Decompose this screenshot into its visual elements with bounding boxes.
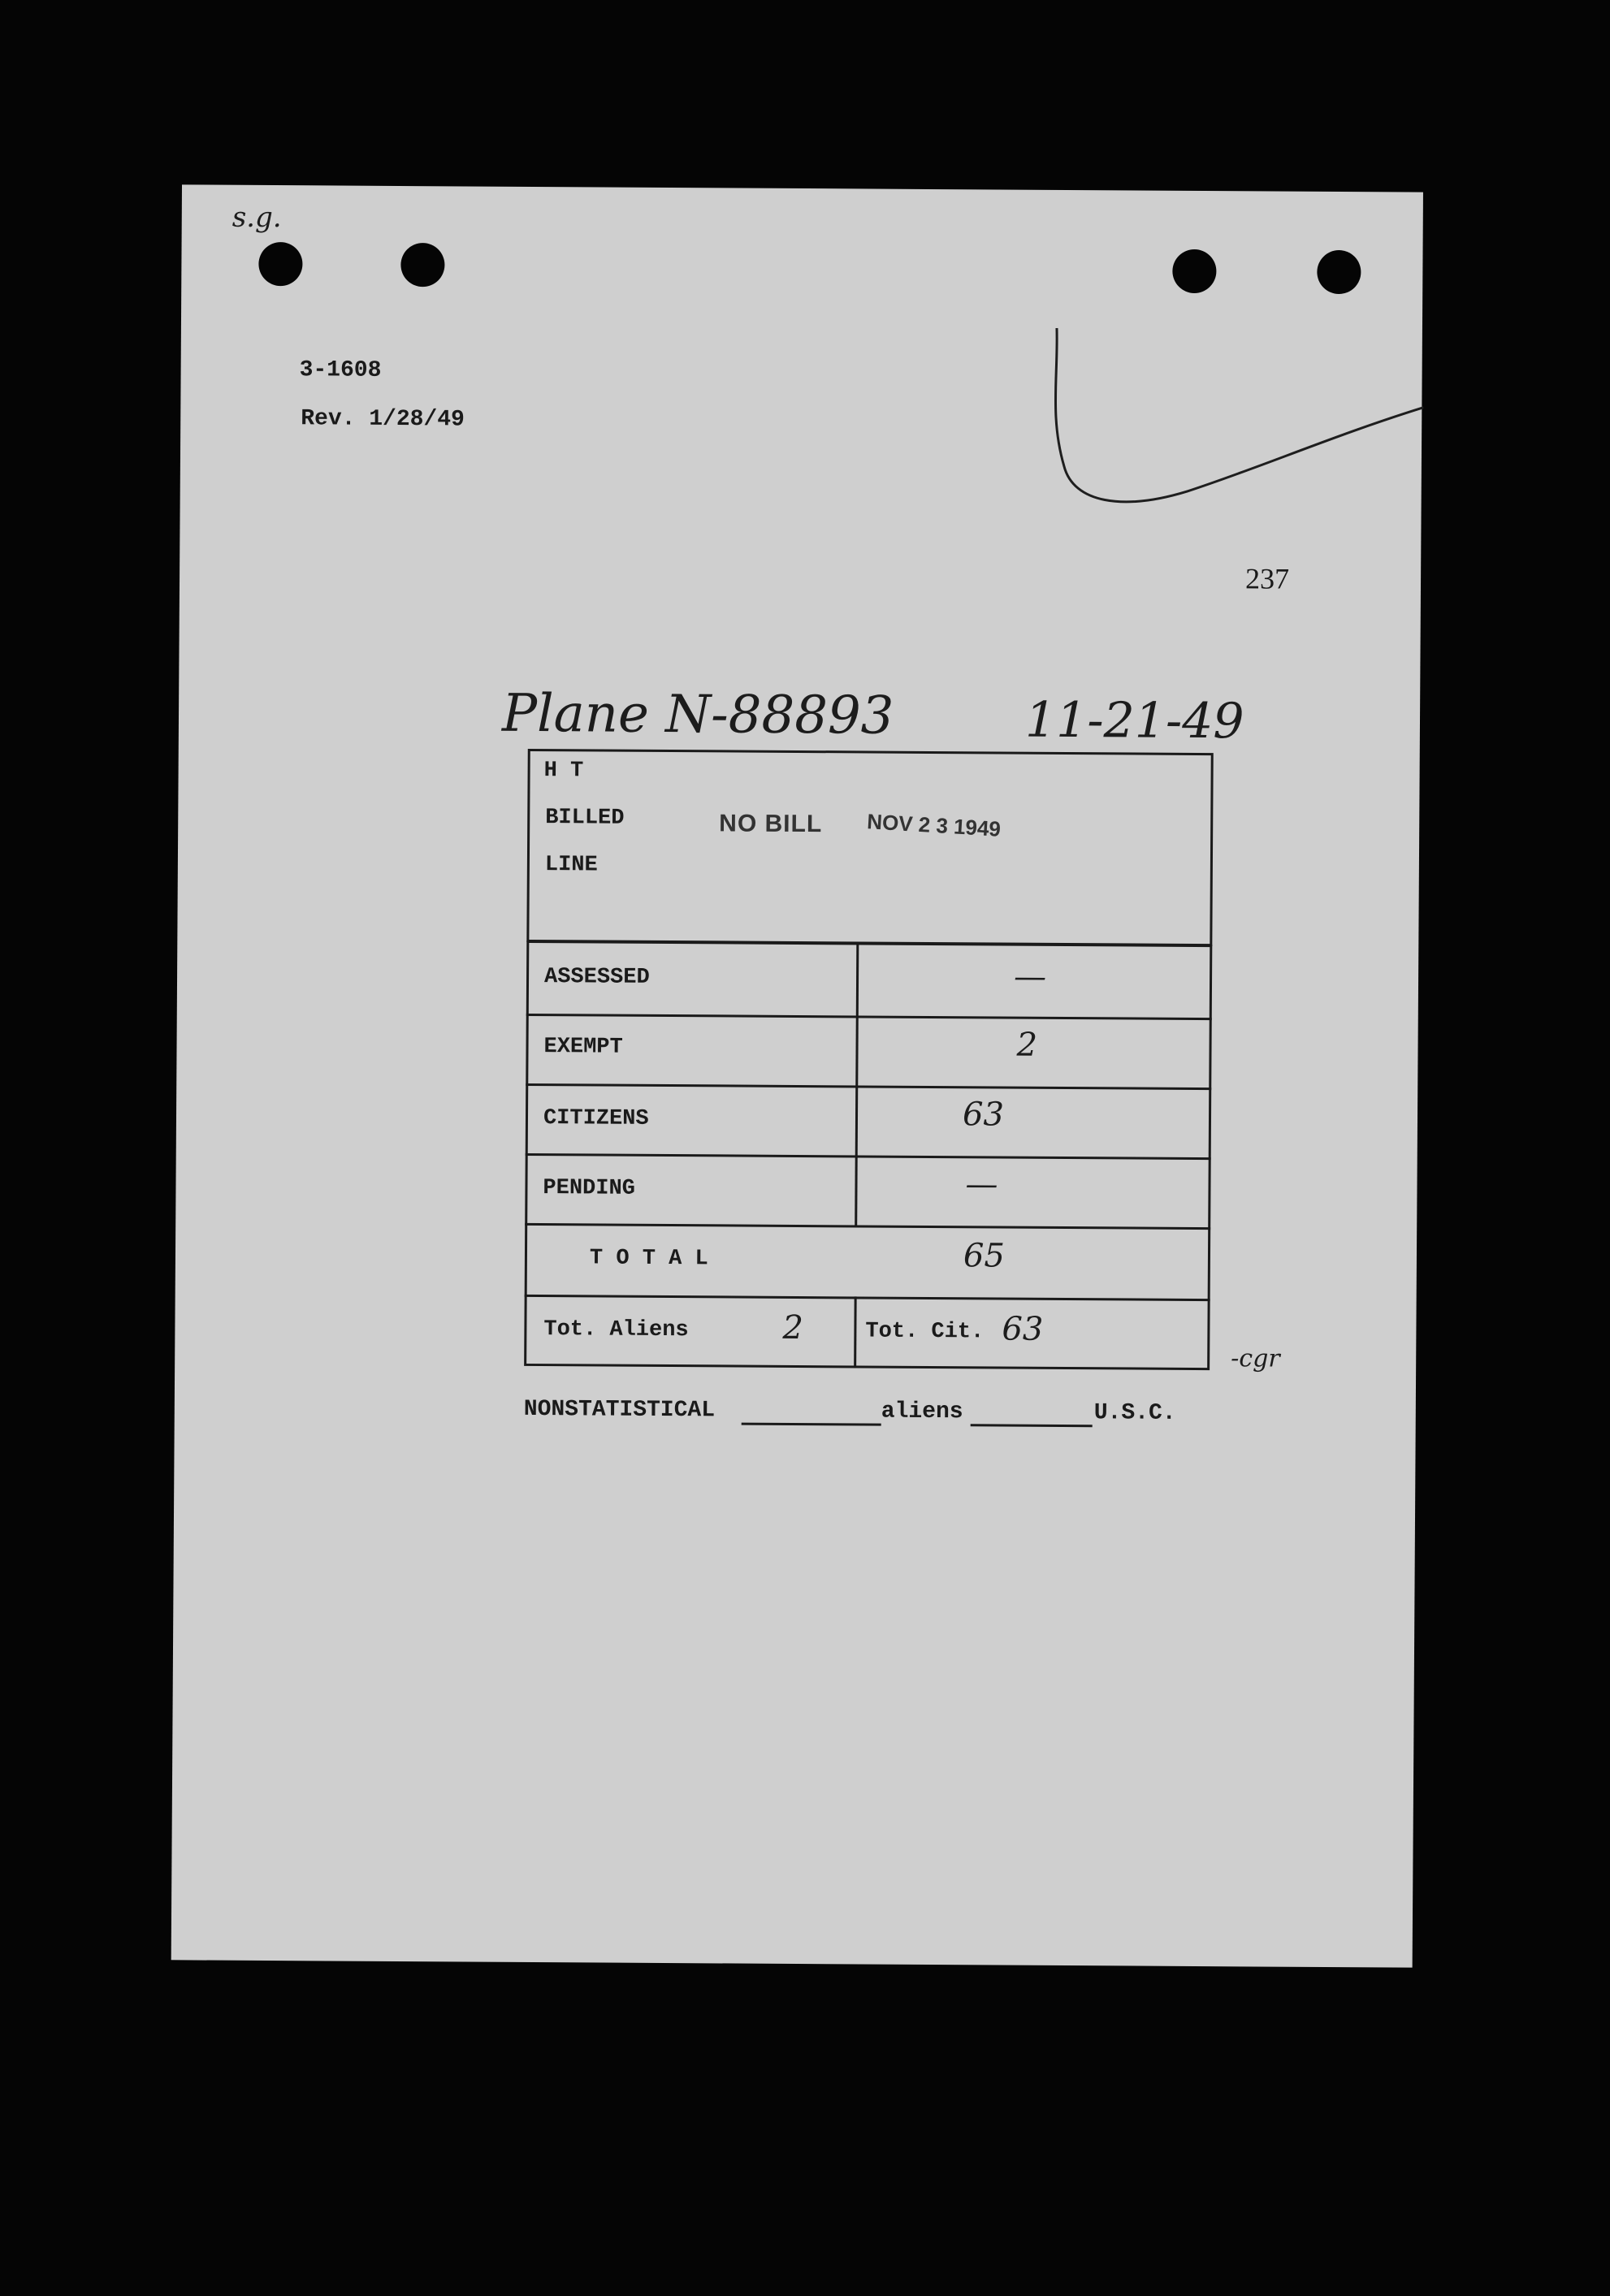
row-label-citizens: CITIZENS [543,1106,649,1131]
corner-note: s.g. [232,201,282,235]
total-value: 65 [963,1237,1006,1275]
total-label: T O T A L [589,1246,708,1272]
punch-hole [400,243,444,287]
blank-line [742,1423,881,1426]
tot-aliens-label: Tot. Aliens [543,1317,689,1343]
aliens-label: aliens [881,1399,963,1425]
row-value-pending: — [965,1165,998,1204]
form-number: 3-1608 [299,357,382,383]
blank-line [971,1424,1093,1427]
punch-hole [1317,250,1361,294]
pencil-stroke [1024,328,1423,525]
page-number: 237 [1244,562,1290,595]
handwritten-date: 11-21-49 [1024,691,1244,750]
row-value-exempt: 2 [1016,1026,1038,1064]
margin-note: -cgr [1231,1344,1280,1373]
nonstatistical-label: NONSTATISTICAL [523,1396,716,1424]
tot-aliens-value: 2 [782,1308,804,1347]
row-label-exempt: EXEMPT [543,1035,623,1060]
tot-cit-label: Tot. Cit. [865,1319,985,1345]
billing-label-line: LINE [544,853,598,878]
billing-box [526,749,1213,946]
row-label-assessed: ASSESSED [543,965,650,990]
summary-form [524,749,1214,1370]
row-value-citizens: 63 [962,1096,1005,1134]
document-page [171,184,1423,1967]
punch-hole [1172,249,1216,293]
row-value-assessed: — [1013,958,1047,996]
no-bill-stamp: NO BILL [719,810,823,838]
punch-hole [258,242,302,286]
row-label-pending: PENDING [543,1176,635,1201]
billing-label-ht: H T [543,759,584,784]
form-revision: Rev. 1/28/49 [301,406,465,433]
date-stamp: NOV 2 3 1949 [866,809,1002,841]
billing-label-billed: BILLED [545,806,625,831]
tot-cit-value: 63 [1002,1310,1044,1348]
usc-label: U.S.C. [1093,1400,1176,1426]
plane-number: Plane N-88893 [501,683,894,746]
